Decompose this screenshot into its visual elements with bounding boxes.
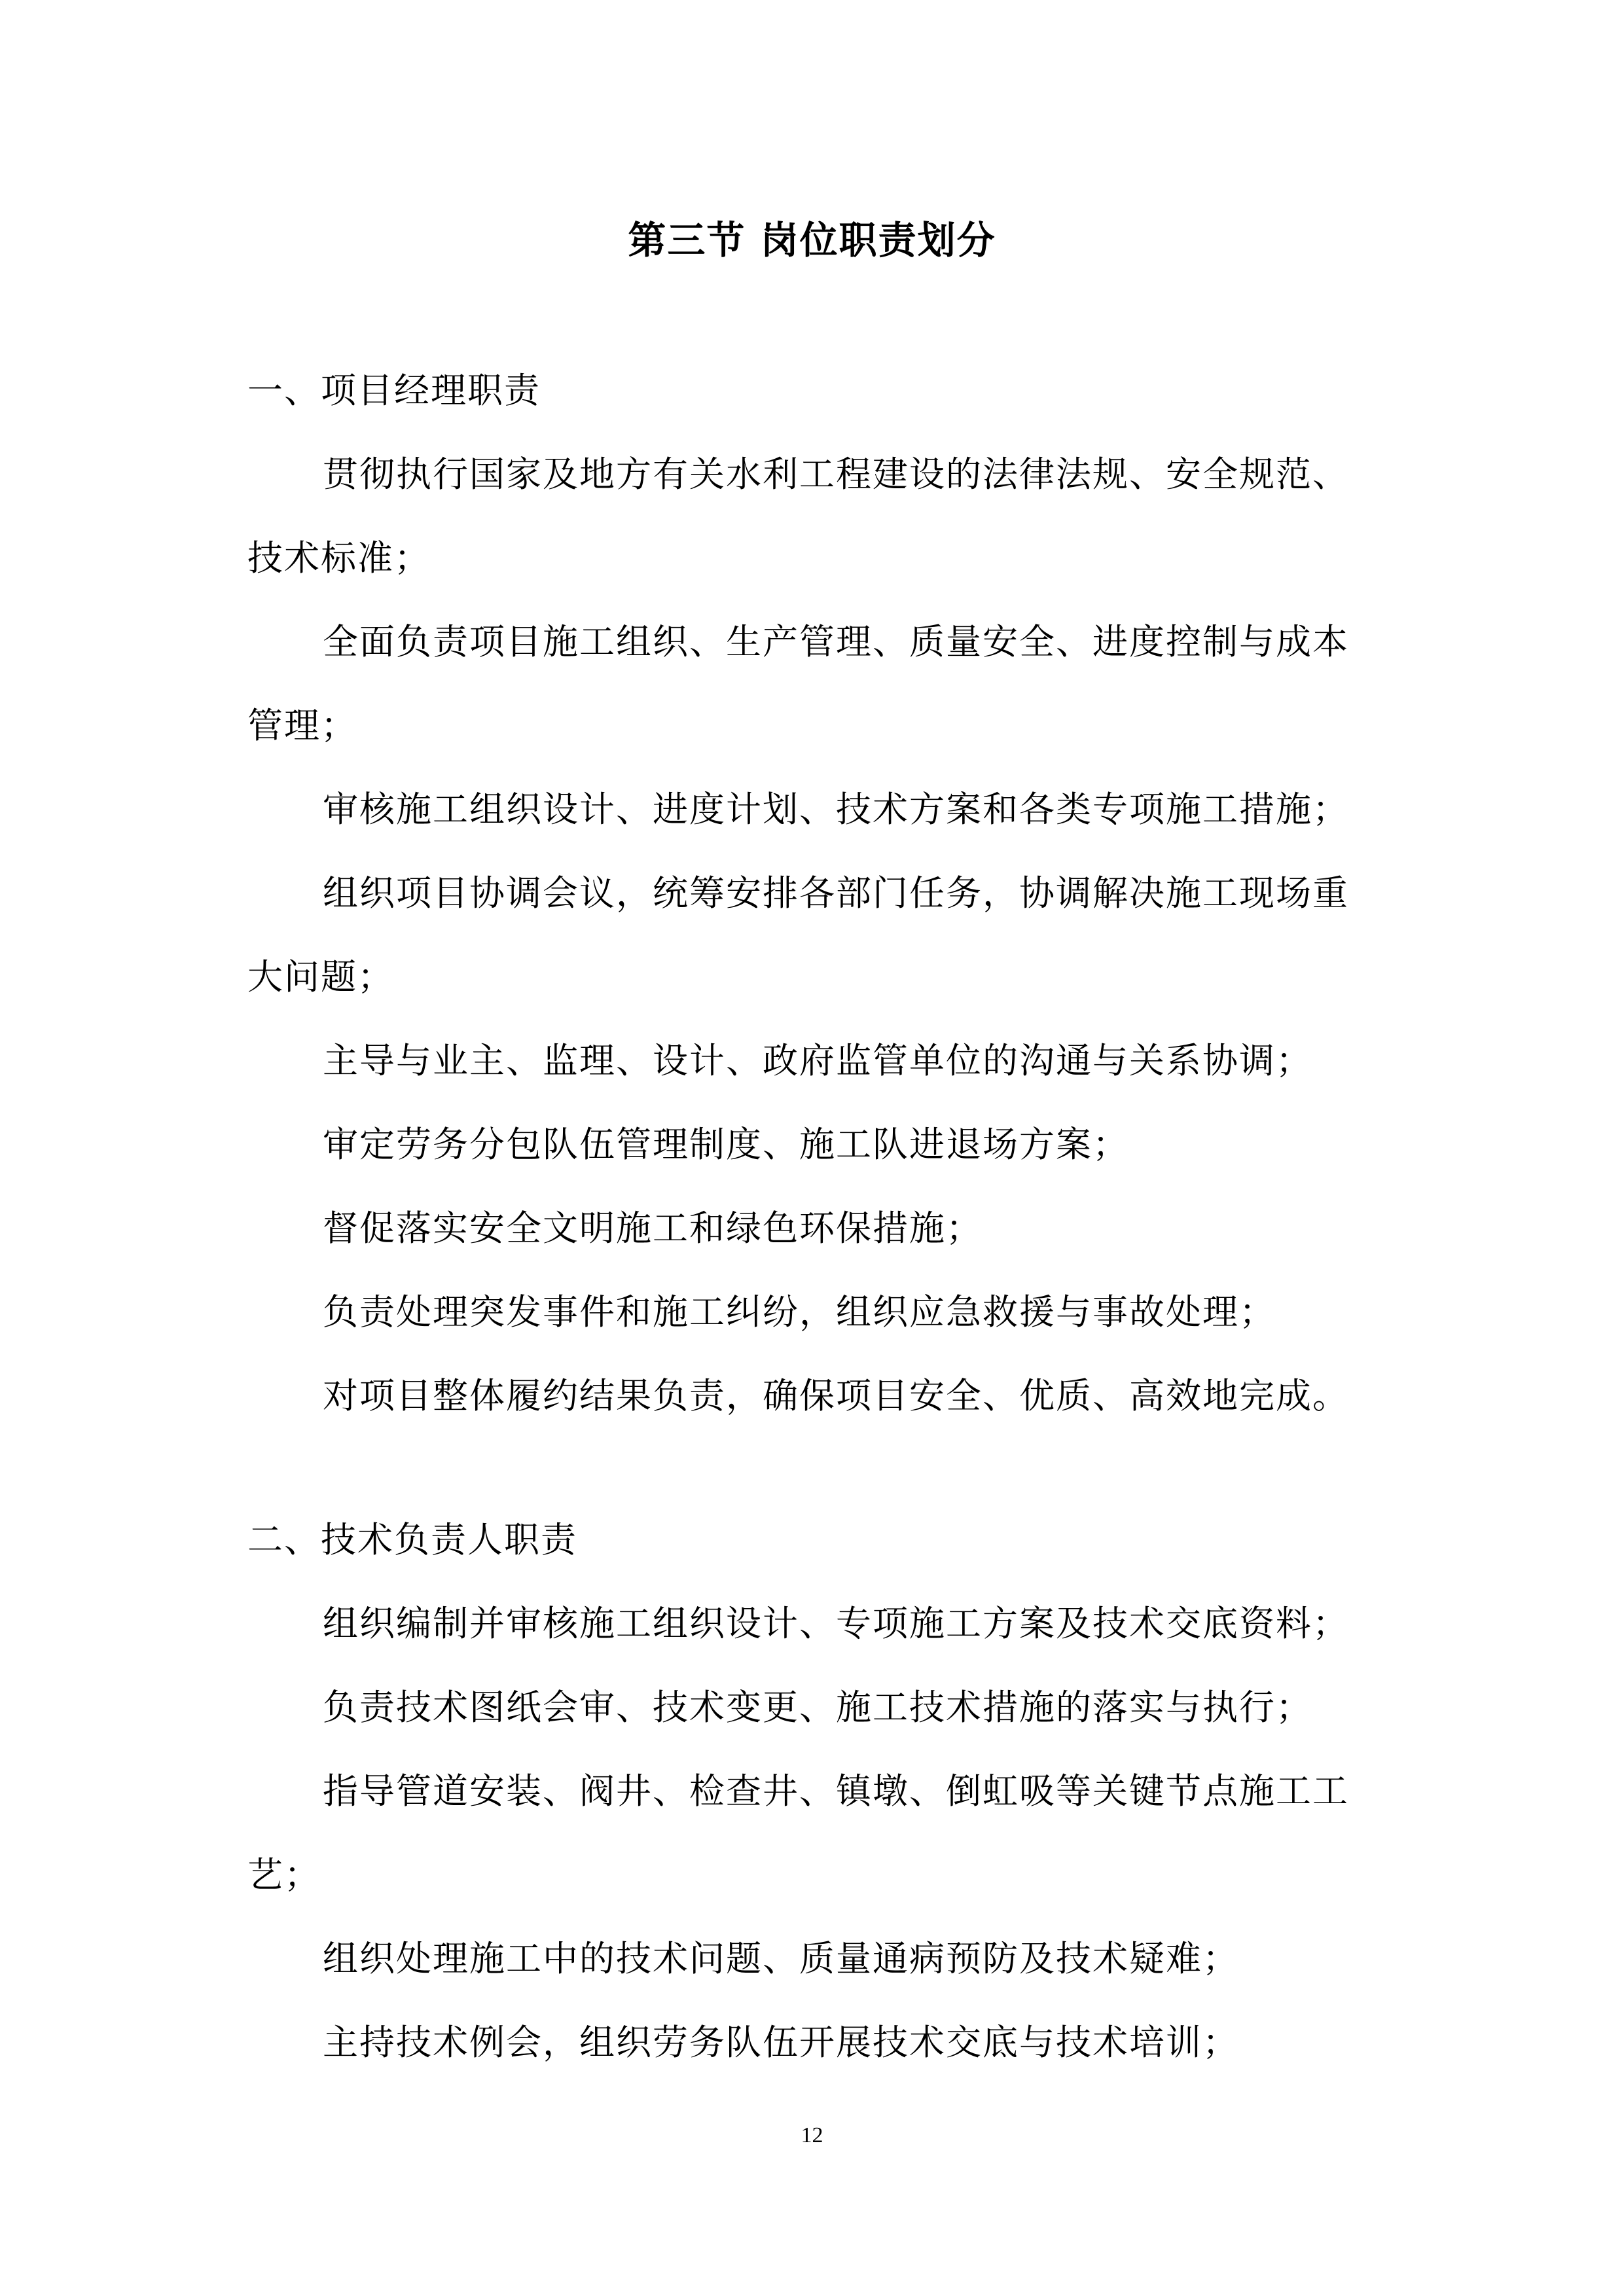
paragraph-line: 主导与业主、监理、设计、政府监管单位的沟通与关系协调； [323,1040,1312,1081]
paragraph-line: 对项目整体履约结果负责，确保项目安全、优质、高效地完成。 [323,1375,1349,1416]
paragraph-line: 督促落实安全文明施工和绿色环保措施； [323,1208,983,1249]
paragraph-line: 主持技术例会，组织劳务队伍开展技术交底与技术培训； [323,2022,1239,2063]
page-number: 12 [801,2123,823,2147]
paragraph-continuation: 艺； [247,1854,321,1895]
section-title: 第三节 岗位职责划分 [628,218,996,262]
paragraph-continuation: 管理； [247,705,357,746]
paragraph-continuation: 大问题； [247,956,394,997]
paragraph-line: 指导管道安装、阀井、检查井、镇墩、倒虹吸等关键节点施工工 [323,1770,1349,1812]
paragraph-line: 负责处理突发事件和施工纠纷，组织应急救援与事故处理； [323,1291,1276,1333]
paragraph-line: 组织编制并审核施工组织设计、专项施工方案及技术交底资料； [323,1603,1349,1644]
paragraph-line: 贯彻执行国家及地方有关水利工程建设的法律法规、安全规范、 [323,454,1349,495]
paragraph-line: 全面负责项目施工组织、生产管理、质量安全、进度控制与成本 [323,621,1349,662]
paragraph-line: 组织处理施工中的技术问题、质量通病预防及技术疑难； [323,1938,1239,1979]
section-heading-project-manager: 一、项目经理职责 [247,370,541,411]
paragraph-continuation: 技术标准； [247,537,431,579]
paragraph-line: 负责技术图纸会审、技术变更、施工技术措施的落实与执行； [323,1687,1312,1728]
section-heading-technical-lead: 二、技术负责人职责 [247,1519,577,1560]
paragraph-line: 审定劳务分包队伍管理制度、施工队进退场方案； [323,1124,1129,1165]
paragraph-line: 组织项目协调会议，统筹安排各部门任务，协调解决施工现场重 [323,872,1349,914]
paragraph-line: 审核施工组织设计、进度计划、技术方案和各类专项施工措施； [323,789,1349,830]
